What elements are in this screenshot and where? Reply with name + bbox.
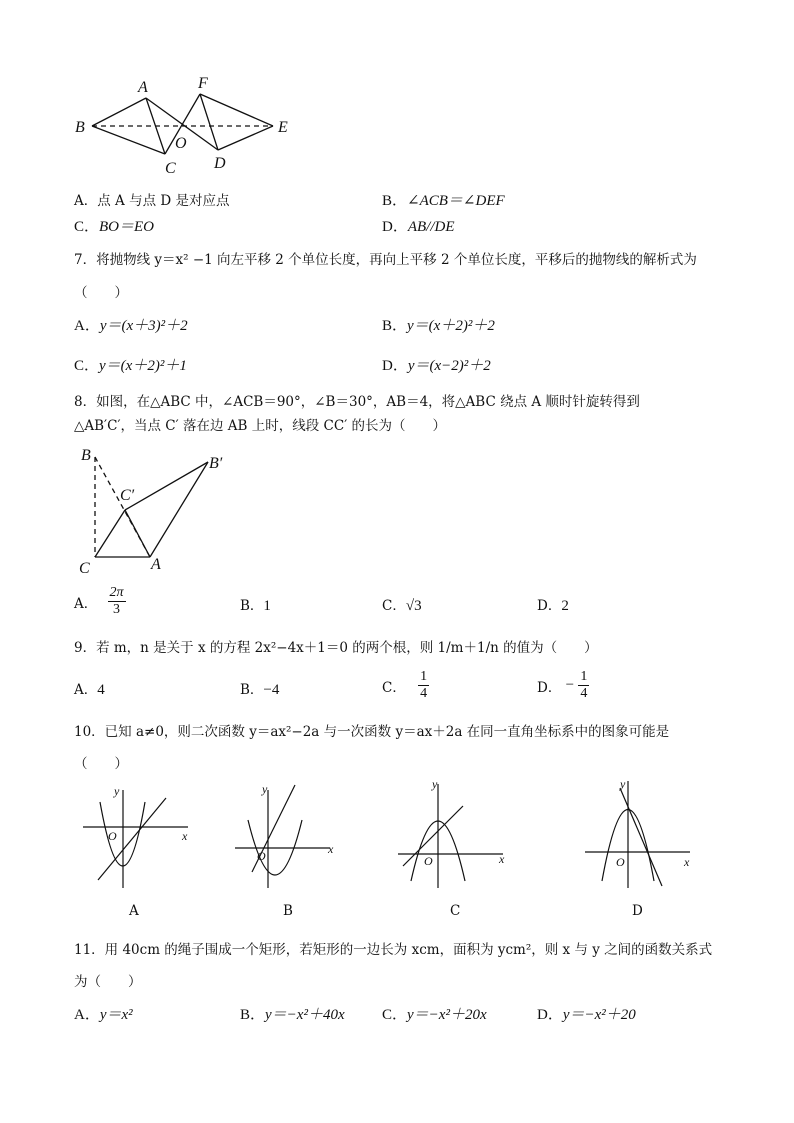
q9-option-a bbox=[74, 678, 105, 699]
q8-option-b bbox=[240, 594, 271, 615]
q6-option-d-text: AB//DE bbox=[407, 219, 455, 235]
q10-graph-a-y: y bbox=[114, 784, 120, 798]
q9-option-d-numerator: 1 bbox=[580, 669, 588, 684]
q11-option-b-text: y＝−x²＋40x bbox=[265, 1007, 345, 1023]
q10-graph-c-origin: O bbox=[424, 854, 433, 868]
q6-option-a-letter: A． bbox=[74, 193, 98, 209]
q7-stem: 7．将抛物线 y＝x² −1 向左平移 2 个单位长度，再向上平移 2 个单位长度，平移后的抛物线的解析式为 bbox=[74, 252, 697, 268]
q9-option-b-text: −4 bbox=[263, 682, 280, 698]
q8-option-a-denominator: 3 bbox=[113, 602, 121, 617]
q6-label-o: O bbox=[175, 135, 187, 152]
q10-graph-c-y: y bbox=[432, 777, 438, 791]
q7-option-b-text: y＝(x＋2)²＋2 bbox=[407, 318, 495, 334]
q8-option-a-fraction bbox=[108, 585, 126, 618]
q9-option-d bbox=[537, 669, 589, 702]
q10-graph-a bbox=[78, 780, 198, 890]
q6-label-e: E bbox=[278, 119, 288, 136]
q8-option-c bbox=[382, 594, 422, 615]
q8-option-a-letter: A． bbox=[74, 595, 98, 612]
q10-graph-b-y: y bbox=[262, 782, 268, 796]
q6-option-c bbox=[74, 215, 154, 236]
q7-paren: （ ） bbox=[74, 285, 128, 301]
q9-option-d-denominator: 4 bbox=[580, 686, 588, 701]
q8-figure bbox=[70, 440, 245, 580]
q9-option-d-letter: D． bbox=[537, 679, 562, 696]
q7-option-a bbox=[74, 314, 188, 335]
q6-label-a: A bbox=[138, 79, 148, 96]
q8-label-a: A bbox=[151, 556, 161, 573]
q11-stem-line1: 11．用 40cm 的绳子围成一个矩形，若矩形的一边长为 xcm，面积为 ycm²，则 x 与 y 之间的函数关系式 bbox=[74, 942, 713, 958]
q9-option-b bbox=[240, 678, 279, 699]
q9-option-c-letter: C． bbox=[382, 679, 406, 696]
q11-option-a-text: y＝x² bbox=[99, 1007, 133, 1023]
q9-option-a-letter: A． bbox=[74, 682, 98, 698]
q6-option-c-text: BO＝EO bbox=[99, 219, 155, 235]
q8-option-d-letter: D． bbox=[537, 598, 562, 614]
q11-option-c-letter: C． bbox=[382, 1007, 408, 1023]
q11-option-d-letter: D． bbox=[537, 1007, 563, 1023]
q7-option-c-text: y＝(x＋2)²＋1 bbox=[99, 358, 187, 374]
q7-option-a-letter: A． bbox=[74, 318, 100, 334]
q10-label-c: C bbox=[450, 903, 461, 919]
q10-graph-d-origin: O bbox=[616, 855, 625, 869]
q7-option-c bbox=[74, 354, 187, 375]
q10-graph-b-origin: O bbox=[257, 849, 266, 863]
q8-label-b: B bbox=[81, 447, 91, 464]
q10-label-b: B bbox=[283, 903, 293, 919]
q8-option-d bbox=[537, 594, 569, 615]
q9-option-b-letter: B． bbox=[240, 682, 264, 698]
q6-option-b-letter: B． bbox=[382, 193, 408, 209]
q9-option-c-denominator: 4 bbox=[420, 686, 428, 701]
q11-option-a bbox=[74, 1003, 133, 1024]
q8-label-c: C bbox=[79, 560, 90, 577]
q11-stem-line2: 为（ ） bbox=[74, 974, 142, 990]
q9-option-c-numerator: 1 bbox=[420, 669, 428, 684]
q7-option-d bbox=[382, 354, 491, 375]
q6-option-d bbox=[382, 215, 455, 236]
q9-option-d-minus: − bbox=[565, 677, 575, 693]
q10-graph-c-x: x bbox=[499, 852, 505, 866]
q6-option-a bbox=[74, 189, 230, 209]
q8-stem-line1: 8．如图，在△ABC 中，∠ACB＝90°，∠B＝30°，AB＝4，将△ABC 绕点 A 顺时针旋转得到 bbox=[74, 394, 640, 410]
q8-option-a bbox=[74, 585, 126, 618]
q11-option-c-text: y＝−x²＋20x bbox=[407, 1007, 487, 1023]
q8-label-b-prime: B′ bbox=[209, 455, 223, 472]
q8-stem-line2: △AB′C′，当点 C′ 落在边 AB 上时，线段 CC′ 的长为（ ） bbox=[74, 418, 447, 434]
q10-graph-a-x: x bbox=[182, 829, 188, 843]
q7-option-d-text: y＝(x−2)²＋2 bbox=[407, 358, 491, 374]
q11-option-d bbox=[537, 1003, 636, 1024]
q6-option-b bbox=[382, 189, 505, 210]
q8-option-d-text: 2 bbox=[561, 598, 569, 614]
q9-option-d-fraction bbox=[578, 669, 589, 702]
q10-graph-c bbox=[393, 776, 513, 890]
q11-option-b bbox=[240, 1003, 345, 1024]
q11-option-a-letter: A． bbox=[74, 1007, 100, 1023]
q7-option-d-letter: D． bbox=[382, 358, 408, 374]
q10-stem: 10．已知 a≠0，则二次函数 y＝ax²−2a 与一次函数 y＝ax＋2a 在同一直角坐标系中的图象可能是 bbox=[74, 724, 670, 740]
q7-option-a-text: y＝(x＋3)²＋2 bbox=[99, 318, 188, 334]
q8-option-b-text: 1 bbox=[263, 598, 271, 614]
q10-graph-d-y: y bbox=[620, 777, 626, 791]
q6-option-d-letter: D． bbox=[382, 219, 408, 235]
q10-graph-a-origin: O bbox=[108, 829, 117, 843]
q6-label-d: D bbox=[214, 155, 226, 172]
q6-label-b: B bbox=[75, 119, 85, 136]
q6-label-c: C bbox=[165, 160, 176, 177]
q6-option-b-text: ∠ACB＝∠DEF bbox=[407, 193, 505, 209]
q10-label-a: A bbox=[129, 903, 139, 919]
q7-option-b bbox=[382, 314, 495, 335]
q11-option-b-letter: B． bbox=[240, 1007, 266, 1023]
q7-option-b-letter: B． bbox=[382, 318, 408, 334]
q9-option-a-text: 4 bbox=[97, 682, 105, 698]
q8-label-c-prime: C′ bbox=[120, 487, 135, 504]
q6-figure bbox=[70, 72, 310, 177]
q10-label-d: D bbox=[632, 903, 643, 919]
q8-option-c-letter: C． bbox=[382, 598, 406, 614]
q9-option-c-fraction bbox=[418, 669, 429, 702]
q10-graph-d bbox=[580, 776, 695, 890]
q6-option-c-letter: C． bbox=[74, 219, 100, 235]
q8-option-c-text: √3 bbox=[405, 598, 422, 614]
q11-option-d-text: y＝−x²＋20 bbox=[562, 1007, 636, 1023]
q10-graph-b-x: x bbox=[328, 842, 334, 856]
q10-paren: （ ） bbox=[74, 756, 128, 772]
q10-graph-d-x: x bbox=[684, 855, 690, 869]
q8-option-b-letter: B． bbox=[240, 598, 264, 614]
q7-option-c-letter: C． bbox=[74, 358, 100, 374]
q8-option-a-numerator: 2π bbox=[109, 585, 124, 600]
q6-option-a-text: 点 A 与点 D 是对应点 bbox=[97, 193, 230, 209]
q9-stem: 9．若 m，n 是关于 x 的方程 2x²−4x＋1＝0 的两个根，则 1/m＋1/n 的值为（ ） bbox=[74, 640, 598, 656]
q6-label-f: F bbox=[198, 75, 208, 92]
q10-graph-b bbox=[230, 780, 345, 890]
q11-option-c bbox=[382, 1003, 487, 1024]
q9-option-c bbox=[382, 669, 429, 702]
